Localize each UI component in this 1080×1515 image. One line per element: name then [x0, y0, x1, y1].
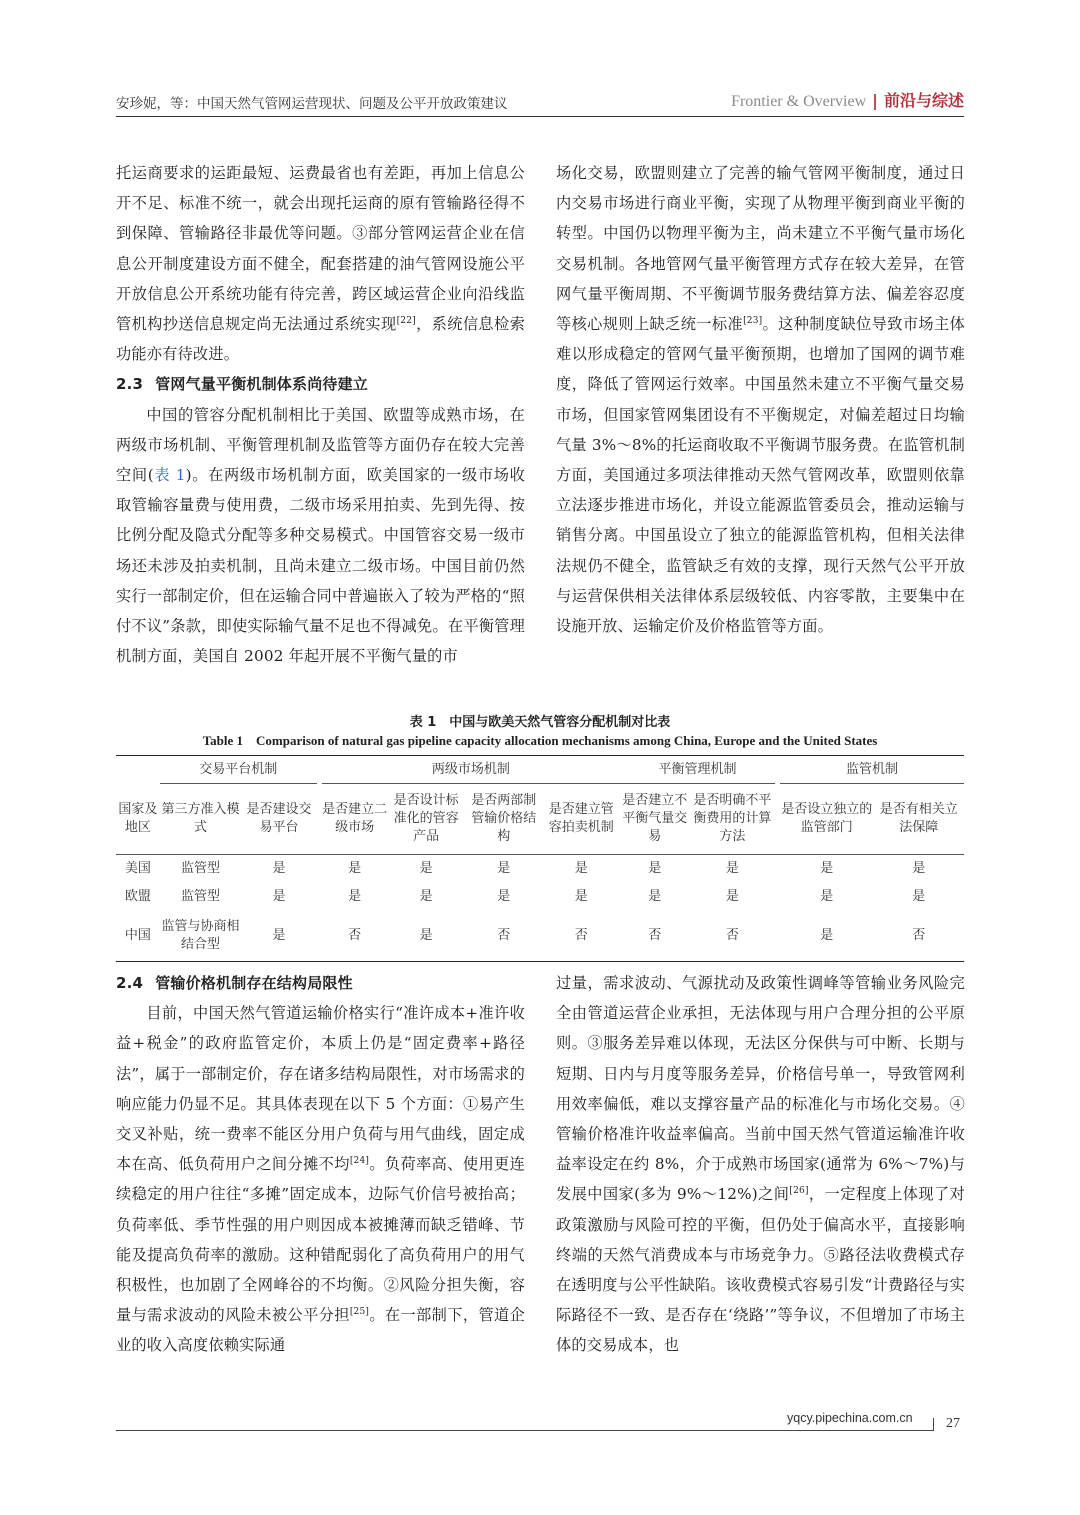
column-header: 是否两部制管输价格结构 — [471, 793, 537, 844]
table-cell: 是 — [272, 861, 286, 876]
table-group-header-row — [116, 756, 964, 784]
table-cell: 否 — [497, 928, 511, 943]
table-cell: 是 — [820, 889, 834, 904]
paragraph-text: 托运商要求的运距最短、运费最省也有差距，再加上信息公开不足、标准不统一，就会出现托运商的原有管输路径得不到保障、管输路径非最优等问题。③部分管网运营企业在信息公开制度建设方面不健全，配套搭建的油气管网设施公平开放信息公开系统功能有待完善，跨区域运营企业向沿线监管机构抄送信息规定尚无法通过系统实现 — [116, 164, 525, 334]
paragraph — [556, 968, 965, 1361]
paragraph — [116, 998, 525, 1360]
table-1-link[interactable]: 表 1 — [153, 466, 186, 485]
paragraph-text: ，系统信息检索功能亦有待改进。 — [116, 315, 525, 364]
table-cell: 是 — [348, 861, 362, 876]
paragraph-text: ，一定程度上体现了对政策激励与风险可控的平衡，但仍处于偏高水平，直接影响终端的天然气消费成本与市场竞争力。⑤路径法收费模式存在透明度与公平性缺陷。该收费模式容易引发“计费路径与实际路径不一致、是否存在‘绕路’”等争议，不但增加了市场主体的交易成本，也 — [556, 1185, 965, 1355]
table-row-china — [116, 911, 964, 962]
paragraph-text: 目前，中国天然气管道运输价格实行“准许成本+准许收益+税金”的政府监管定价，本质上仍是“固定费率+路径法”，属于一部制定价，存在诸多结构局限性，对市场需求的响应能力仍显不足。其具体表现在以下 5 个方面：①易产生交叉补贴，统一费率不能区分用户负荷与用气曲线，固定成本在高、低负荷用户之间分摊不均 — [116, 1004, 525, 1174]
table-cell: 否 — [574, 928, 588, 943]
table-cell: 美国 — [124, 861, 151, 876]
page-number: 27 — [946, 1416, 960, 1431]
table-caption-en: Table 1 Comparison of natural gas pipeline capacity allocation mechanisms among China, Europe and the United States — [202, 733, 878, 748]
column-header: 是否设计标准化的管容产品 — [393, 793, 459, 844]
group-header: 交易平台机制 — [160, 756, 317, 784]
running-header — [116, 86, 964, 116]
table-cell: 是 — [574, 889, 588, 904]
table-cell: 是 — [574, 861, 588, 876]
column-header: 是否有相关立法保障 — [879, 802, 958, 835]
paragraph-text: 。这种制度缺位导致市场主体难以形成稳定的管网气量平衡预期，也增加了国网的调节难度，降低了管网运行效率。中国虽然未建立不平衡气量交易市场，但国家管网集团设有不平衡规定，对偏差超过日均输气量 3%～8%的托运商收取不平衡调节服务费。在监管机制方面，美国通过多项法律推动天然气管网改革，欧盟则依靠立法逐步推进市场化，并设立能源监管委员会，推动运输与销售分离。中国虽设立了独立的能源监管机构，但相关法律法规仍不健全，监管缺乏有效的支撑，现行天然气公平开放与运营保供相关法律体系层级较低、内容零散，主要集中在设施开放、运输定价及价格监管等方面。 — [556, 315, 965, 636]
group-header: 监管机制 — [780, 756, 964, 784]
table-row-usa — [116, 855, 964, 884]
column-right-upper — [556, 158, 965, 641]
header-section — [731, 88, 964, 111]
citation-24[interactable]: [24] — [349, 1156, 370, 1167]
footer-url[interactable]: yqcy.pipechina.com.cn — [787, 1411, 913, 1425]
table-cell: 是 — [820, 928, 834, 943]
column-header: 是否明确不平衡费用的计算方法 — [693, 793, 772, 844]
column-header: 是否建立二级市场 — [322, 802, 388, 835]
table-cell: 中国 — [124, 928, 151, 943]
table-cell: 是 — [348, 889, 362, 904]
paragraph — [556, 158, 965, 641]
table-cell: 否 — [648, 928, 662, 943]
table-cell: 是 — [272, 928, 286, 943]
citation-25[interactable]: [25] — [349, 1307, 370, 1318]
table-cell: 是 — [725, 889, 739, 904]
column-header: 是否设立独立的监管部门 — [781, 802, 873, 835]
table-cell: 是 — [419, 861, 433, 876]
footer-rule — [116, 1430, 934, 1431]
footer-divider — [933, 1418, 934, 1431]
column-header: 是否建立不平衡气量交易 — [622, 793, 688, 844]
table-cell: 是 — [272, 889, 286, 904]
section-number: 2.4 — [116, 974, 144, 992]
paragraph-text: 过量，需求波动、气源扰动及政策性调峰等管输业务风险完全由管道运营企业承担，无法体现与用户合理分担的公平原则。③服务差异难以体现，无法区分保供与可中断、长期与短期、日内与月度等服务差异，价格信号单一，导致管网利用效率偏低，难以支撑容量产品的标准化与市场化交易。④管输价格准许收益率偏高。当前中国天然气管道运输准许收益率设定在约 8%，介于成熟市场国家(通常为 6%～7%)与发展中国家(多为 9%～12%)之间 — [556, 974, 965, 1204]
column-left-upper — [116, 158, 525, 671]
table-cell: 是 — [419, 889, 433, 904]
table-cell: 监管与协商相结合型 — [161, 919, 240, 952]
paragraph-text: 中国的管容分配机制相比于美国、欧盟等成熟市场，在两级市场机制、平衡管理机制及监管等方面仍存在较大完善空间( — [116, 405, 525, 485]
column-header: 国家及地区 — [118, 801, 158, 835]
section-number: 2.3 — [116, 375, 144, 394]
table-row-eu — [116, 883, 964, 911]
section-title: 管网气量平衡机制体系尚待建立 — [155, 375, 368, 394]
table-cell: 是 — [648, 889, 662, 904]
citation-22[interactable]: [22] — [396, 315, 416, 326]
column-right-lower — [556, 968, 965, 1361]
table-cell: 监管型 — [181, 889, 221, 904]
section-title: 管输价格机制存在结构局限性 — [155, 974, 353, 992]
header-section-en: Frontier & Overview — [731, 93, 867, 110]
column-header: 第三方准入模式 — [161, 802, 240, 835]
table-cell: 否 — [912, 928, 926, 943]
table-cell: 是 — [497, 889, 511, 904]
table-header-row — [116, 784, 964, 855]
table-cell: 是 — [648, 861, 662, 876]
table-cell: 是 — [820, 861, 834, 876]
column-left-lower — [116, 968, 525, 1361]
table-cell: 是 — [497, 861, 511, 876]
paragraph-text: 。负荷率高、使用更连续稳定的用户往往“多摊”固定成本，边际气价信号被抬高；负荷率低、季节性强的用户则因成本被摊薄而缺乏错峰、节能及提高负荷率的激励。这种错配弱化了高负荷用户的用气积极性，也加剧了全网峰谷的不均衡。②风险分担失衡，容量与需求波动的风险未被公平分担 — [116, 1155, 526, 1325]
citation-26[interactable]: [26] — [789, 1186, 809, 1197]
section-heading-2-4 — [116, 968, 525, 998]
section-heading-2-3 — [116, 369, 525, 399]
header-section-cn: 前沿与综述 — [883, 91, 964, 110]
paragraph — [116, 158, 525, 369]
header-rule — [116, 116, 964, 117]
citation-23[interactable]: [23] — [743, 315, 763, 326]
comparison-table — [116, 755, 964, 962]
table-cell: 是 — [725, 861, 739, 876]
paragraph-text: 场化交易，欧盟则建立了完善的输气管网平衡制度，通过日内交易市场进行商业平衡，实现了从物理平衡到商业平衡的转型。中国仍以物理平衡为主，尚未建立不平衡气量市场化交易机制。各地管网气量平衡管理方式存在较大差异，在管网气量平衡周期、不平衡调节服务费结算方法、偏差容忍度等核心规则上缺乏统一标准 — [556, 164, 965, 334]
table-cell: 是 — [419, 928, 433, 943]
paragraph — [116, 400, 525, 672]
table-cell: 是 — [912, 861, 926, 876]
table-cell: 欧盟 — [124, 889, 151, 904]
table-cell: 否 — [725, 928, 739, 943]
paragraph-text: )。在两级市场机制方面，欧美国家的一级市场收取管输容量费与使用费，二级市场采用拍卖、先到先得、按比例分配及隐式分配等多种交易模式。中国管容交易一级市场还未涉及拍卖机制，且尚未建立二级市场。中国目前仍然实行一部制定价，但在运输合同中普遍嵌入了较为严格的“照付不议”条款，即使实际输气量不足也不得减免。在平衡管理机制方面，美国自 2002 年起开展不平衡气量的市 — [116, 466, 526, 666]
header-divider: | — [872, 91, 878, 110]
column-header: 是否建立管容拍卖机制 — [548, 802, 614, 835]
group-header: 两级市场机制 — [322, 756, 620, 784]
header-article-title: 安珍妮，等：中国天然气管网运营现状、问题及公平开放政策建议 — [116, 96, 508, 112]
table-cell: 否 — [348, 928, 362, 943]
table-cell: 监管型 — [181, 861, 221, 876]
table-caption-cn: 表 1 中国与欧美天然气管容分配机制对比表 — [409, 715, 671, 730]
paragraph-text: 。在一部制下，管道企业的收入高度依赖实际通 — [116, 1306, 526, 1355]
table-cell: 是 — [912, 889, 926, 904]
column-header: 是否建设交易平台 — [246, 802, 312, 835]
group-header: 平衡管理机制 — [620, 756, 775, 784]
